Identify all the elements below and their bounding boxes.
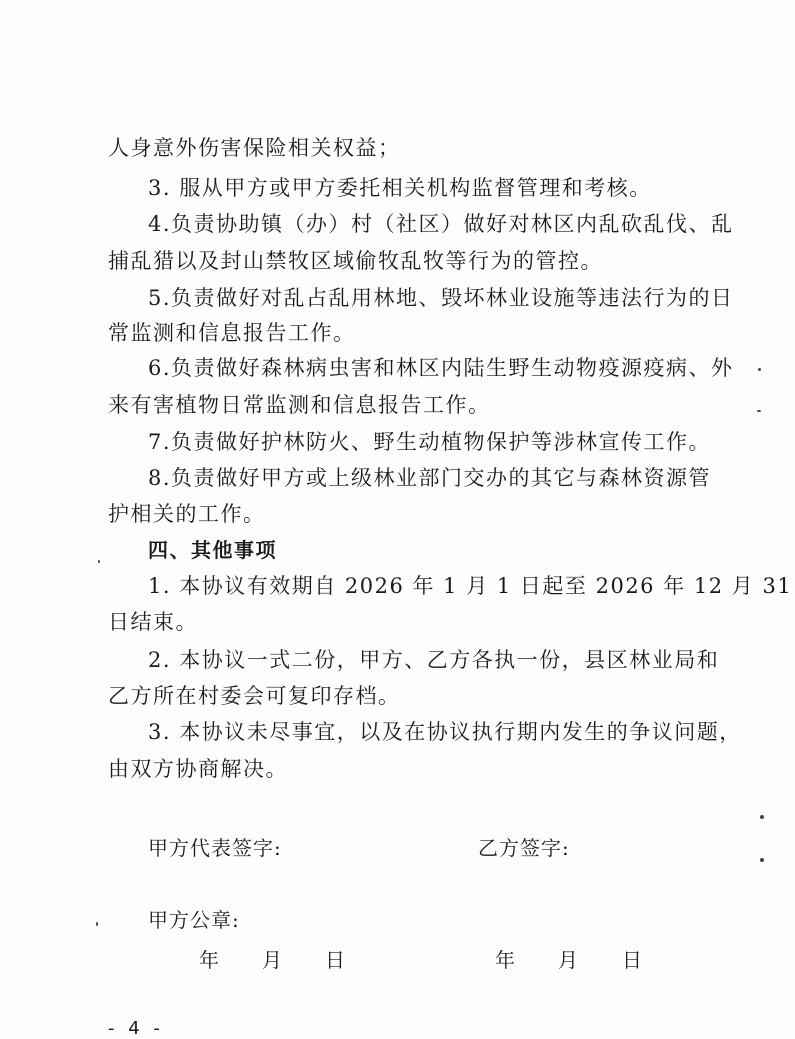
text-line-8: 来有害植物日常监测和信息报告工作。 [108,393,491,417]
section-heading-other-matters: 四、其他事项 [148,538,277,562]
text-line-13: 1. 本协议有效期自 2026 年 1 月 1 日起至 2026 年 12 月 31 [148,574,793,598]
party-a-rep-signature-label: 甲方代表签字: [148,836,282,860]
date-right-day: 日 [622,948,642,972]
text-line-2: 3. 服从甲方或甲方委托相关机构监督管理和考核。 [148,176,652,200]
date-left-year: 年 [199,948,219,972]
text-line-7: 6.负责做好森林病虫害和林区内陆生野生动物疫源疫病、外 [148,356,734,380]
text-line-3: 4.负责协助镇（办）村（社区）做好对林区内乱砍乱伐、乱 [148,212,734,236]
page-number: - 4 - [108,1018,164,1039]
scan-speck [760,858,764,862]
date-right-year: 年 [495,948,515,972]
text-line-18: 由双方协商解决。 [108,757,288,781]
scan-speck [760,815,764,819]
party-b-signature-label: 乙方签字: [478,836,570,860]
text-line-15: 2. 本协议一式二份，甲方、乙方各执一份，县区林业局和 [148,648,720,672]
text-line-16: 乙方所在村委会可复印存档。 [108,684,401,708]
text-line-10: 8.负责做好甲方或上级林业部门交办的其它与森林资源管 [148,466,712,490]
scan-speck [98,560,100,563]
text-line-4: 捕乱猎以及封山禁牧区域偷牧乱牧等行为的管控。 [108,249,603,273]
text-line-14: 日结束。 [108,610,198,634]
text-line-17: 3. 本协议未尽事宜，以及在协议执行期内发生的争议问题， [148,720,742,744]
date-right-month: 月 [558,948,578,972]
text-line-1: 人身意外伤害保险相关权益； [108,136,401,160]
scan-speck [758,368,761,371]
text-line-9: 7.负责做好护林防火、野生动植物保护等涉林宣传工作。 [148,430,712,454]
scan-speck [757,410,761,412]
text-line-5: 5.负责做好对乱占乱用林地、毁坏林业设施等违法行为的日 [148,286,734,310]
date-left-month: 月 [262,948,282,972]
date-left-day: 日 [325,948,345,972]
party-a-seal-label: 甲方公章: [148,908,240,932]
text-line-6: 常监测和信息报告工作。 [108,321,356,345]
text-line-11: 护相关的工作。 [108,502,266,526]
scan-speck [96,922,98,926]
